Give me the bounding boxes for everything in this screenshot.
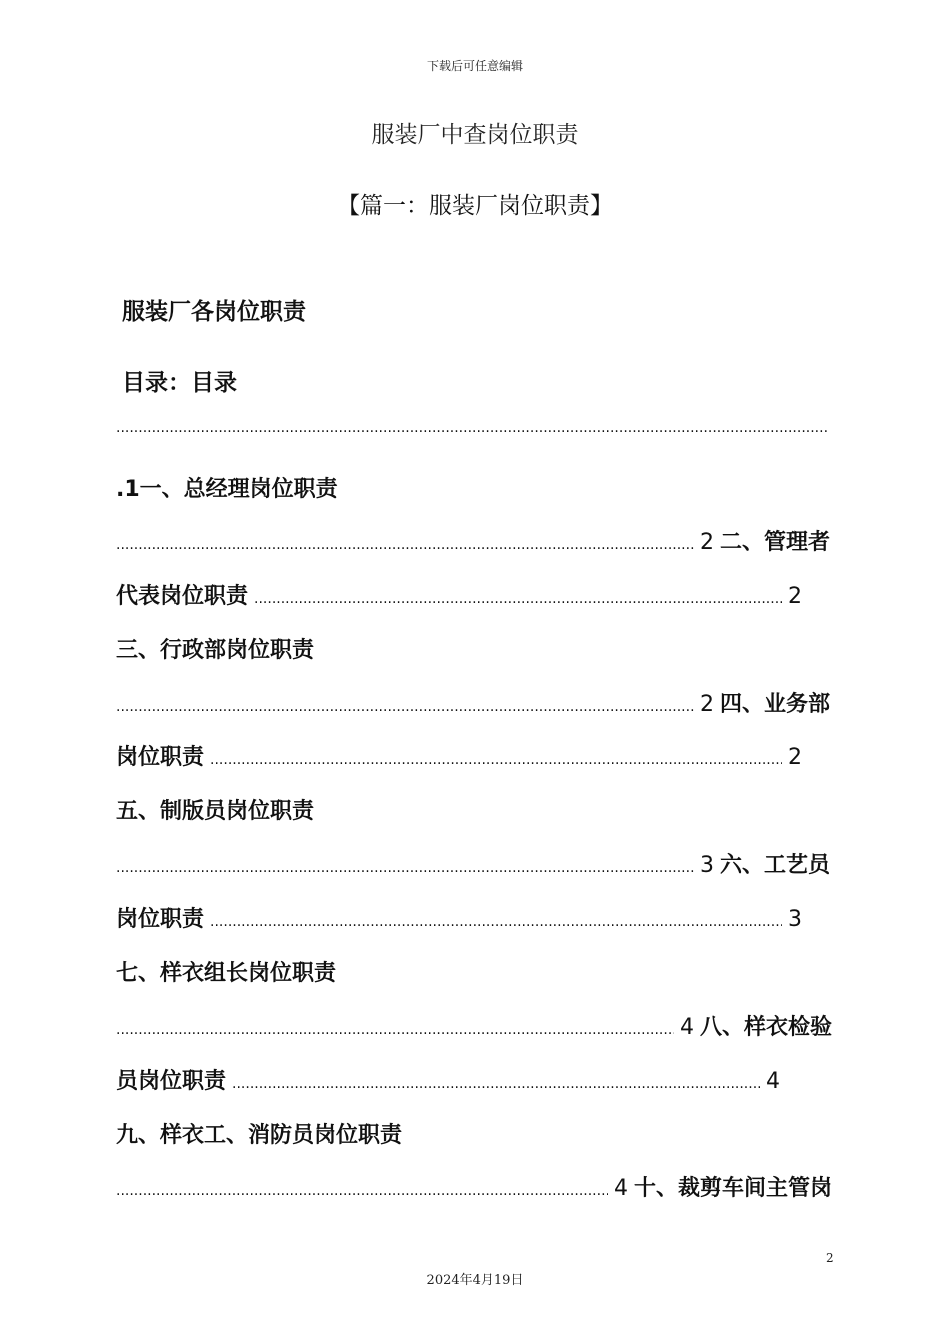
toc-entry-text: 员岗位职责 (116, 1069, 227, 1094)
toc-page-number: 3 (699, 853, 714, 878)
toc-entry-text: 三、行政部岗位职责 (116, 638, 315, 663)
toc-leader-dots (254, 591, 782, 607)
footer-date: 2024年4月19日 (426, 1273, 524, 1288)
toc-entry-text: 二、管理者 (719, 530, 830, 555)
toc-entry-text: 八、样衣检验 (699, 1015, 832, 1040)
toc-line (116, 420, 828, 450)
toc-line (116, 956, 336, 986)
toc-page-number: 4 (679, 1015, 694, 1040)
toc-leader-dots (232, 1076, 760, 1092)
subtitle: 服装厂各岗位职责 (122, 299, 306, 325)
toc-entry-text: 岗位职责 (116, 907, 205, 932)
toc-entry-text: 九、样衣工、消防员岗位职责 (116, 1123, 403, 1148)
toc-line (116, 579, 808, 609)
toc-line (116, 848, 830, 878)
toc-line (116, 633, 314, 663)
toc-entry-text: .1一、总经理岗位职责 (116, 477, 338, 502)
toc-entry-text: 五、制版员岗位职责 (116, 799, 315, 824)
toc-leader-dots (116, 537, 694, 553)
toc-heading: 目录：目录 (122, 370, 237, 396)
toc-line (116, 1118, 402, 1148)
toc-leader-dots (116, 860, 694, 876)
toc-page-number: 3 (788, 907, 802, 932)
toc-leader-dots (116, 420, 828, 436)
toc-line (116, 472, 338, 502)
toc-entry-text: 代表岗位职责 (116, 584, 249, 609)
toc-line (116, 740, 808, 770)
toc-leader-dots (116, 1183, 608, 1199)
toc-page-number: 4 (613, 1176, 628, 1201)
toc-page-number: 2 (699, 692, 714, 717)
toc-entry-text: 十、裁剪车间主管岗 (633, 1176, 832, 1201)
toc-page-number: 2 (788, 745, 802, 770)
toc-page-number: 2 (788, 584, 802, 609)
toc-entry-text: 岗位职责 (116, 745, 205, 770)
document-title: 服装厂中查岗位职责 (371, 122, 579, 148)
toc-entry-text: 四、业务部 (719, 692, 830, 717)
toc-page-number: 2 (699, 530, 714, 555)
toc-entry-text: 七、样衣组长岗位职责 (116, 961, 337, 986)
toc-leader-dots (210, 914, 782, 930)
toc-line (116, 794, 314, 824)
section-title: 【篇一：服装厂岗位职责】 (337, 193, 613, 219)
toc-line (116, 1171, 832, 1201)
toc-line (116, 687, 830, 717)
toc-line (116, 902, 808, 932)
toc-leader-dots (116, 699, 694, 715)
page-number: 2 (826, 1251, 834, 1265)
toc-leader-dots (116, 1022, 674, 1038)
toc-line (116, 1064, 786, 1094)
toc-line (116, 1010, 832, 1040)
toc-leader-dots (210, 752, 782, 768)
toc-line (116, 525, 830, 555)
toc-page-number: 4 (766, 1069, 780, 1094)
header-note: 下载后可任意编辑 (426, 59, 523, 73)
toc-entry-text: 六、工艺员 (719, 853, 830, 878)
